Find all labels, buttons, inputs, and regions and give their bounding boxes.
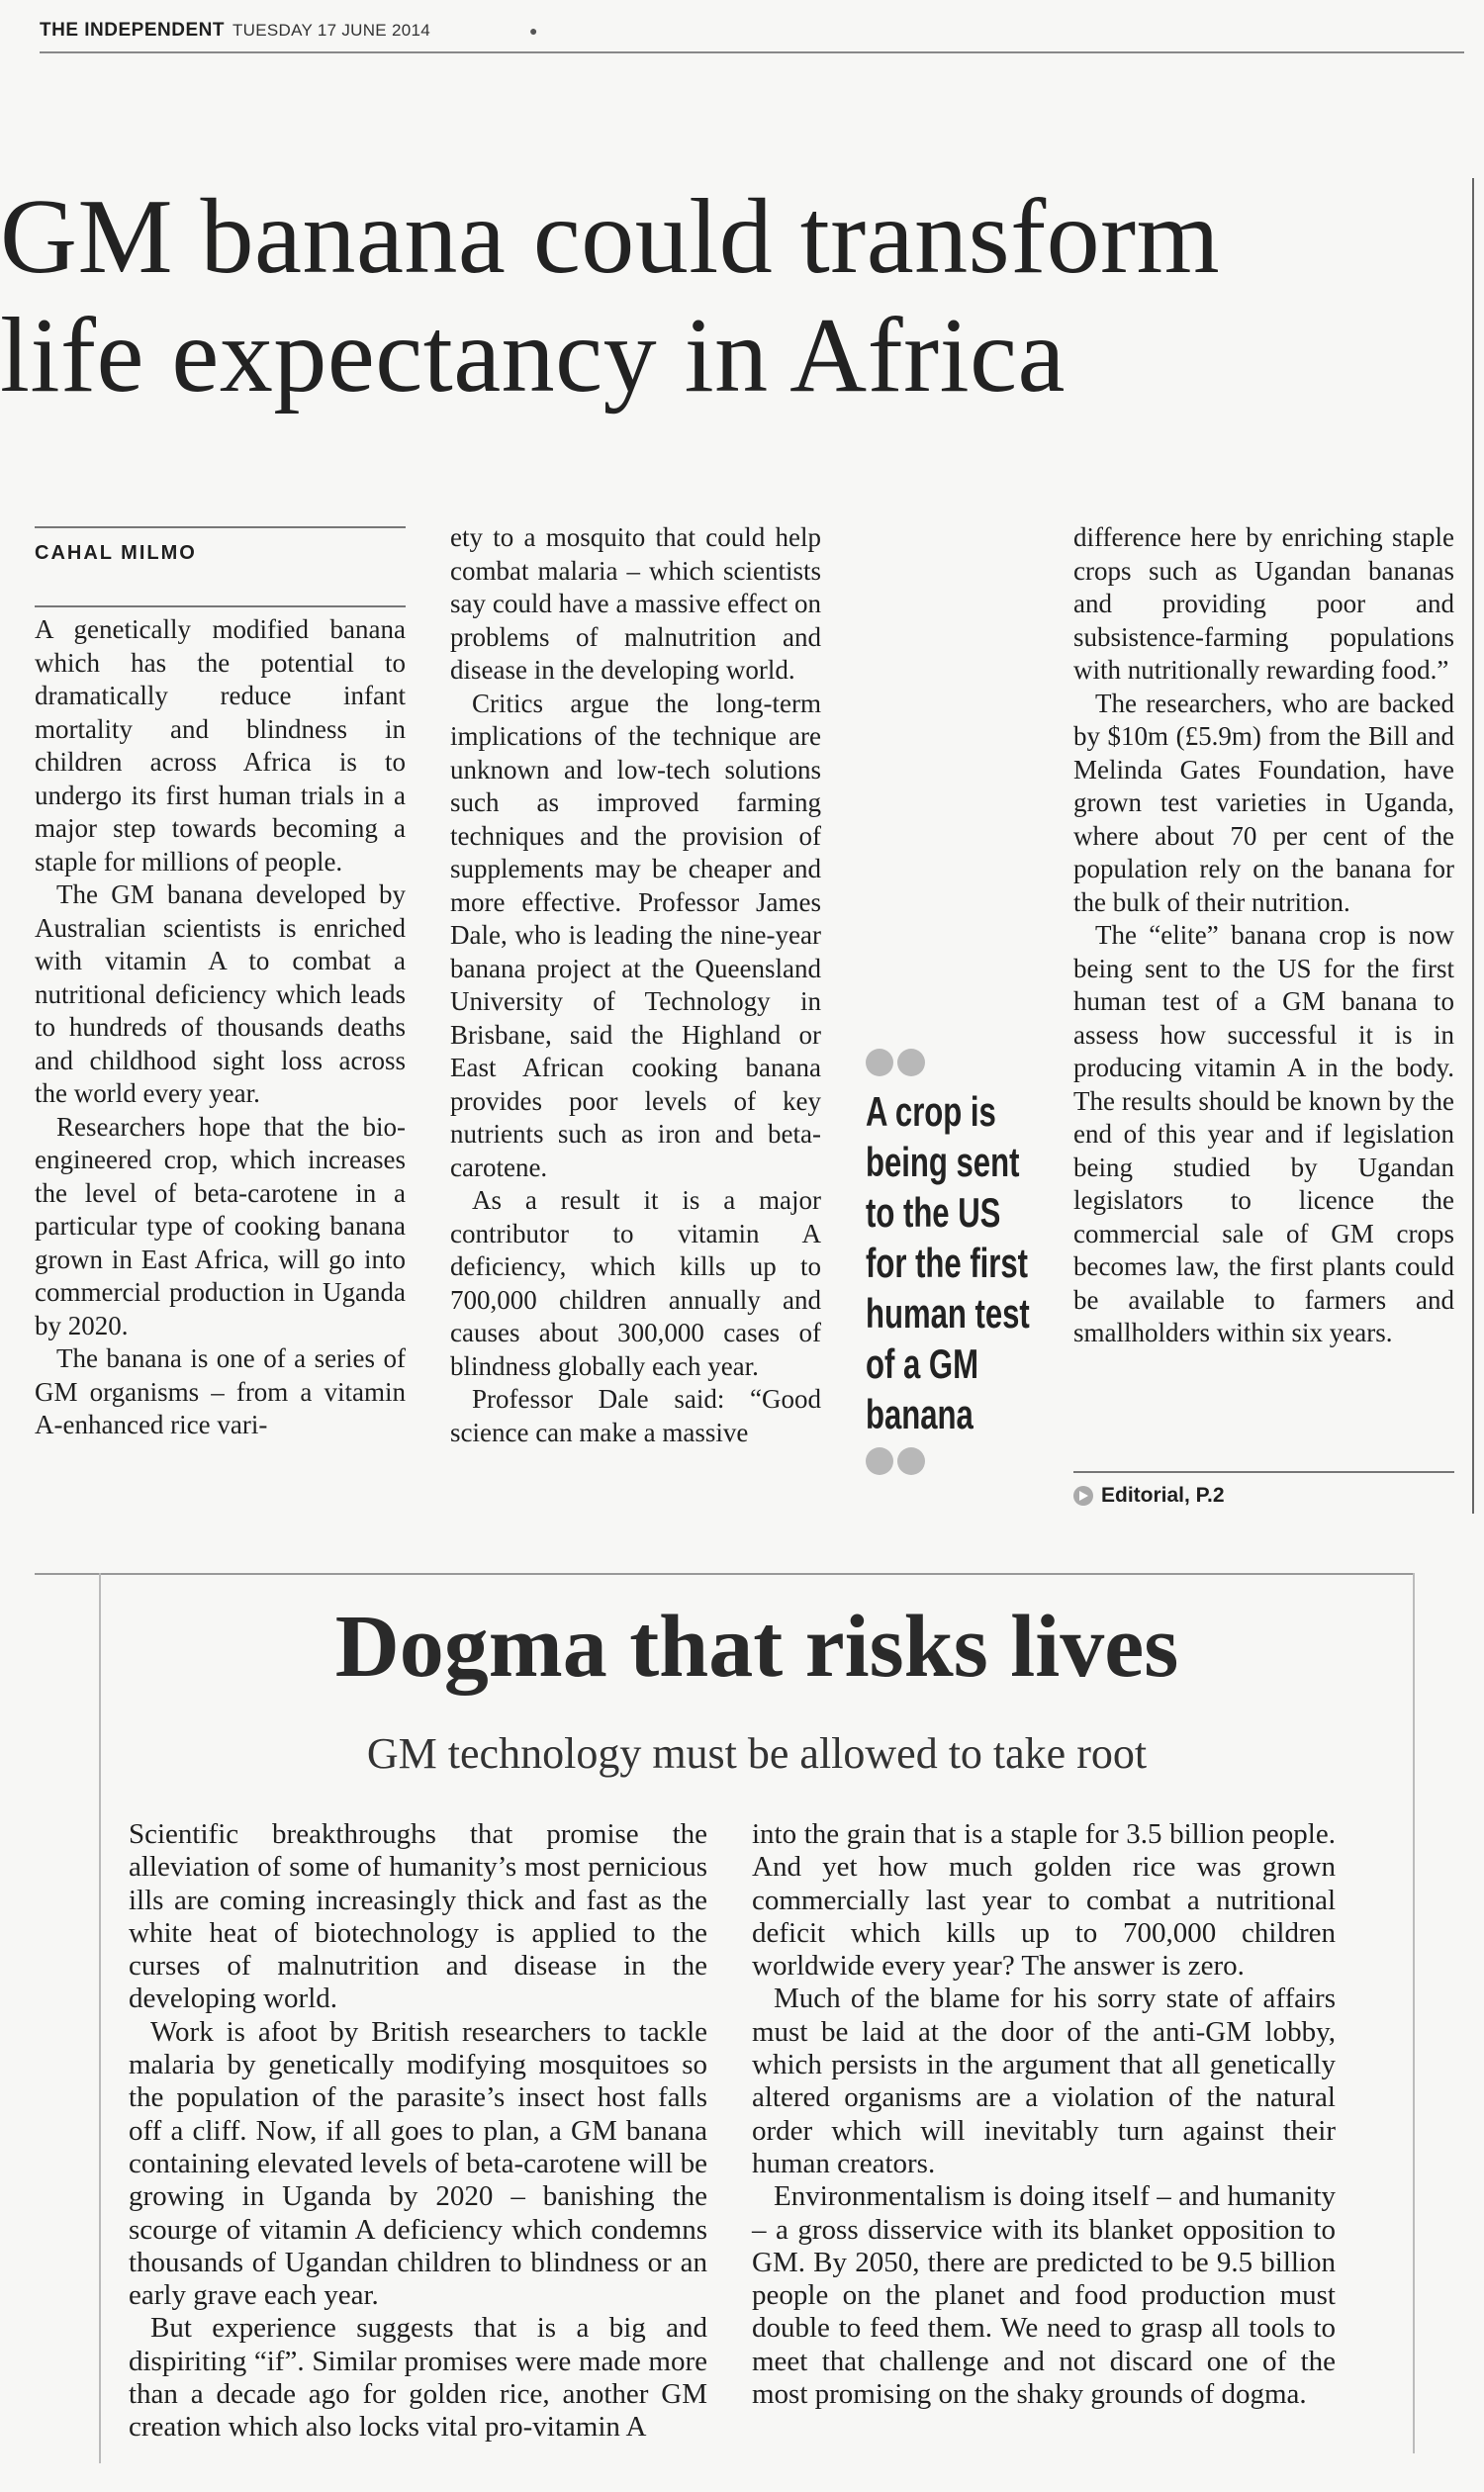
story2-column-1 — [129, 1818, 707, 2445]
byline-rule — [35, 526, 406, 528]
paragraph: The researchers, who are backed by $10m (£5.9m) from the Bill and Melinda Gates Foundation, have grown test varieties in Uganda, where about 70 per cent of the population rely on the banana for the bulk of their nutrition. — [1073, 688, 1454, 917]
paragraph: into the grain that is a staple for 3.5 billion people. And yet how much golden rice was grown commercially last year to combat a nutritional deficit which kills up to 700,000 children worldwide every year? The answer is zero. — [752, 1818, 1336, 1983]
story2-left-rule — [99, 1573, 101, 2463]
byline-rule — [35, 605, 406, 607]
paragraph: But experience suggests that is a big and dispiriting “if”. Similar promises were made more than a decade ago for golden rice, another GM creation which also locks vital pro-vitamin A — [129, 2312, 707, 2444]
paragraph: A genetically modified banana which has the potential to dramatically reduce infant mortality and blindness in children across Africa is to undergo its first human trials in a major step towards becoming a staple for millions of people. — [35, 614, 406, 877]
paragraph: The GM banana developed by Australian scientists is enriched with vitamin A to combat a nutritional deficiency which leads to hundreds of thousands deaths and childhood sight loss across the world every year. — [35, 879, 406, 1108]
story1-column-4 — [1073, 521, 1454, 1350]
paragraph: The banana is one of a series of GM organisms – from a vitamin A-enhanced rice vari- — [35, 1343, 406, 1439]
headline-line-1: GM banana could transform — [0, 178, 1221, 296]
paragraph: Critics argue the long-term implications of the technique are unknown and low-tech solutions such as improved farming techniques and the provision of supplements may be cheaper and more effective. Professor James Dale, who is leading the nine-year banana project at the Queensland University of Technology in Brisbane, said the Highland or East African cooking banana provides poor levels of key nutrients such as iron and beta-carotene. — [450, 688, 821, 1182]
quote-close-icon — [866, 1447, 1039, 1475]
paragraph: As a result it is a major contributor to vitamin A deficiency, which kills up to 700,000 children annually and causes about 300,000 cases of blindness globally each year. — [450, 1185, 821, 1381]
newspaper-name: THE INDEPENDENT — [40, 20, 225, 41]
editorial-rule — [1073, 1471, 1454, 1473]
pull-quote — [866, 1049, 1039, 1475]
paragraph: Much of the blame for his sorry state of affairs must be laid at the door of the anti-GM lobby, which persists in the argument that all genetically altered organisms are a violation of the natural order which will inevitably turn against their human creators. — [752, 1983, 1336, 2179]
story1-column-2 — [450, 521, 821, 1449]
editorial-ref-text: Editorial, P.2 — [1101, 1484, 1225, 1507]
story2-column-2 — [752, 1818, 1336, 2411]
story1-column-1 — [35, 613, 406, 1442]
paragraph: Work is afoot by British researchers to tackle malaria by genetically modifying mosquitoes so the population of the parasite’s insect host falls off a cliff. Now, if all goes to plan, a GM banana containing elevated levels of beta-carotene will be growing in Uganda by 2020 – banishing the scourge of vitamin A deficiency which condemns thousands of Ugandan children to blindness or an early grave each year. — [129, 2015, 707, 2312]
issue-date: TUESDAY 17 JUNE 2014 — [232, 21, 430, 40]
paragraph: Environmentalism is doing itself – and humanity – a gross disservice with its blanket opposition to GM. By 2050, there are predicted to be 9.5 billion people on the planet and food production must double to feed them. We need to grasp all tools to meet that challenge and not discard one of the most promising on the shaky grounds of dogma. — [752, 2180, 1336, 2411]
paragraph: ety to a mosquito that could help combat malaria – which scientists say could have a massive effect on problems of malnutrition and disease in the developing world. — [450, 522, 821, 685]
pull-quote-text: A crop is being sent to the US for the first human test of a GM banana — [866, 1088, 1030, 1437]
paragraph: Researchers hope that the bio-engineered crop, which increases the level of beta-carotene in a particular type of cooking banana grown in East Africa, will go into commercial production in Uganda by 2020. — [35, 1111, 406, 1340]
story2-top-rule — [35, 1573, 1415, 1575]
editorial-reference — [1073, 1484, 1225, 1508]
headline-line-2: life expectancy in Africa — [0, 297, 1066, 415]
paragraph: difference here by enriching staple crops such as Ugandan bananas and providing poor and subsistence-farming populations with nutritionally rewarding food.” — [1073, 522, 1454, 685]
bullet-icon: ● — [528, 23, 538, 39]
story2-headline: Dogma that risks lives — [334, 1598, 1179, 1696]
paragraph: Professor Dale said: “Good science can make a massive — [450, 1384, 821, 1447]
byline: CAHAL MILMO — [35, 542, 197, 564]
story2-right-rule — [1413, 1573, 1415, 2453]
arrow-icon — [1073, 1486, 1093, 1506]
masthead — [40, 10, 1464, 53]
column-rule — [1472, 178, 1474, 1514]
quote-open-icon — [866, 1049, 1039, 1076]
paragraph: Scientific breakthroughs that promise the alleviation of some of humanity’s most pernicious ills are coming increasingly thick and fast as the white heat of biotechnology is applied to the curses of malnutrition and disease in the developing world. — [129, 1818, 707, 2015]
paragraph: The “elite” banana crop is now being sent to the US for the first human test of a GM banana to assess how successful it is in producing vitamin A in the body. The results should be known by the end of this year and if legislation being studied by Ugandan legislators to licence the commercial sale of GM crops becomes law, the first plants could be available to farmers and smallholders within six years. — [1073, 920, 1454, 1347]
story1-headline — [0, 178, 1444, 415]
story2-standfirst: GM technology must be allowed to take root — [366, 1729, 1148, 1778]
